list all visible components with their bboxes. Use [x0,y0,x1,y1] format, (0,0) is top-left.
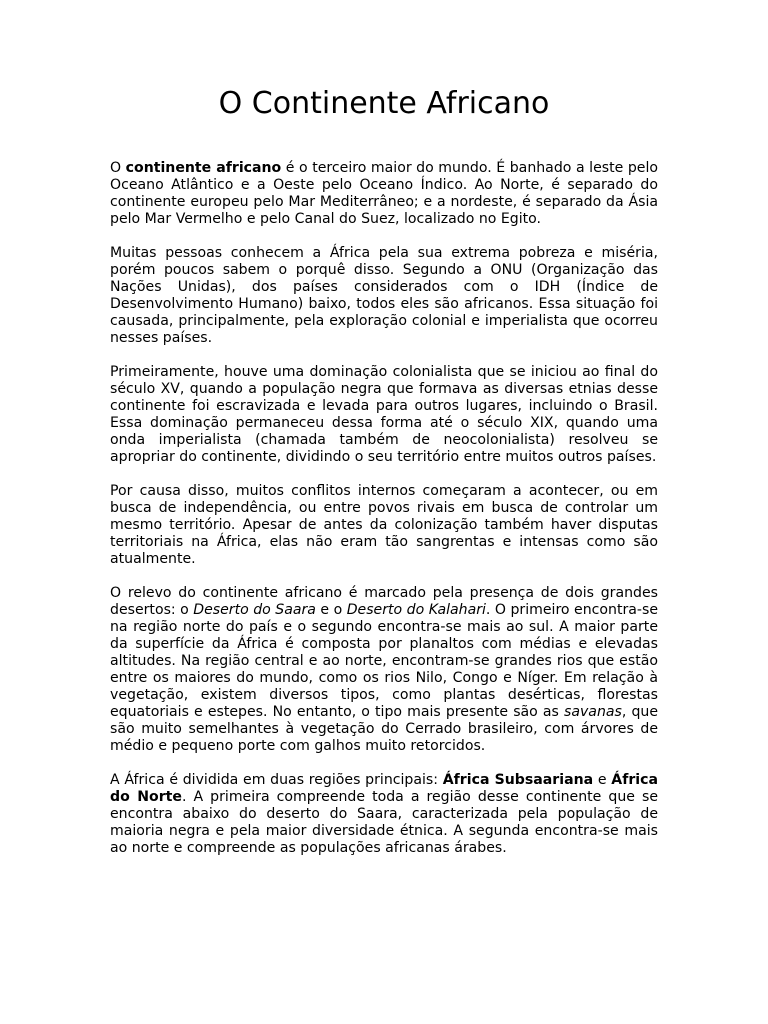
paragraph-5-text-e: . O primeiro encontra-se na região norte do país e o segundo encontra-se mais ao sul. A maior parte da superfície da África é composta por planaltos com médias e elevadas altitudes. Na região central e ao norte, encontram-se grandes rios que estão entre os maiores do mundo, como os rios Nilo, Congo e Níger. Em relação à vegetação, existem diversos tipos, como plantas desérticas, florestas equatoriais e estepes. No entanto, o tipo mais presente são as [110,602,658,720]
document-body [110,160,658,874]
paragraph-5-italic-savanas: savanas [563,704,622,720]
paragraph-2: Muitas pessoas conhecem a África pela sua extrema pobreza e miséria, porém poucos sabem o porquê disso. Segundo a ONU (Organização das Nações Unidas), dos países considerados com o IDH (Índice de Desenvolvimento Humano) baixo, todos eles são africanos. Essa situação foi causada, principalmente, pela exploração colonial e imperialista que ocorreu nesses países. [110,245,658,346]
paragraph-6 [110,772,658,857]
paragraph-5 [110,585,658,755]
paragraph-6-text-e: . A primeira compreende toda a região desse continente que se encontra abaixo do deserto do Saara, caracterizada pela população de maioria negra e pela maior diversidade étnica. A segunda encontra-se mais ao norte e compreende as populações africanas árabes. [110,789,658,856]
paragraph-6-bold-subsaariana: África Subsaariana [442,772,594,788]
paragraph-3: Primeiramente, houve uma dominação colonialista que se iniciou ao final do século XV, quando a população negra que formava as diversas etnias desse continente foi escravizada e levada para outros lugares, incluindo o Brasil. Essa dominação permaneceu dessa forma até o século XIX, quando uma onda imperialista (chamada também de neocolonialista) resolveu se apropriar do continente, dividindo o seu território entre muitos outros países. [110,364,658,465]
paragraph-5-italic-kalahari: Deserto do Kalahari [346,602,486,618]
paragraph-1-text-a: O [110,160,126,176]
paragraph-1-text-c: é o terceiro maior do mundo. É banhado a leste pelo Oceano Atlântico e a Oeste pelo Oceano Índico. Ao Norte, é separado do continente europeu pelo Mar Mediterrâneo; e a nordeste, é separado da Ásia pelo Mar Vermelho e pelo Canal do Suez, localizado no Egito. [110,160,658,227]
paragraph-6-bold-norte: África do Norte [110,772,658,805]
paragraph-5-italic-saara: Deserto do Saara [193,602,316,618]
paragraph-6-text-a: A África é dividida em duas regiões principais: [110,772,443,788]
paragraph-1 [110,160,658,228]
paragraph-5-text-a: O relevo do continente africano é marcado pela presença de dois grandes desertos: o [110,585,658,618]
paragraph-5-text-g: , que são muito semelhantes à vegetação do Cerrado brasileiro, com árvores de médio e pequeno porte com galhos muito retorcidos. [110,704,658,754]
paragraph-5-text-c: e o [315,602,347,618]
paragraph-1-bold-term: continente africano [125,160,282,176]
paragraph-4: Por causa disso, muitos conflitos internos começaram a acontecer, ou em busca de independência, ou entre povos rivais em busca de controlar um mesmo território. Apesar de antes da colonização também haver disputas territoriais na África, elas não eram tão sangrentas e intensas como são atualmente. [110,483,658,567]
document-title: O Continente Africano [218,86,550,121]
paragraph-6-text-c: e [593,772,612,788]
